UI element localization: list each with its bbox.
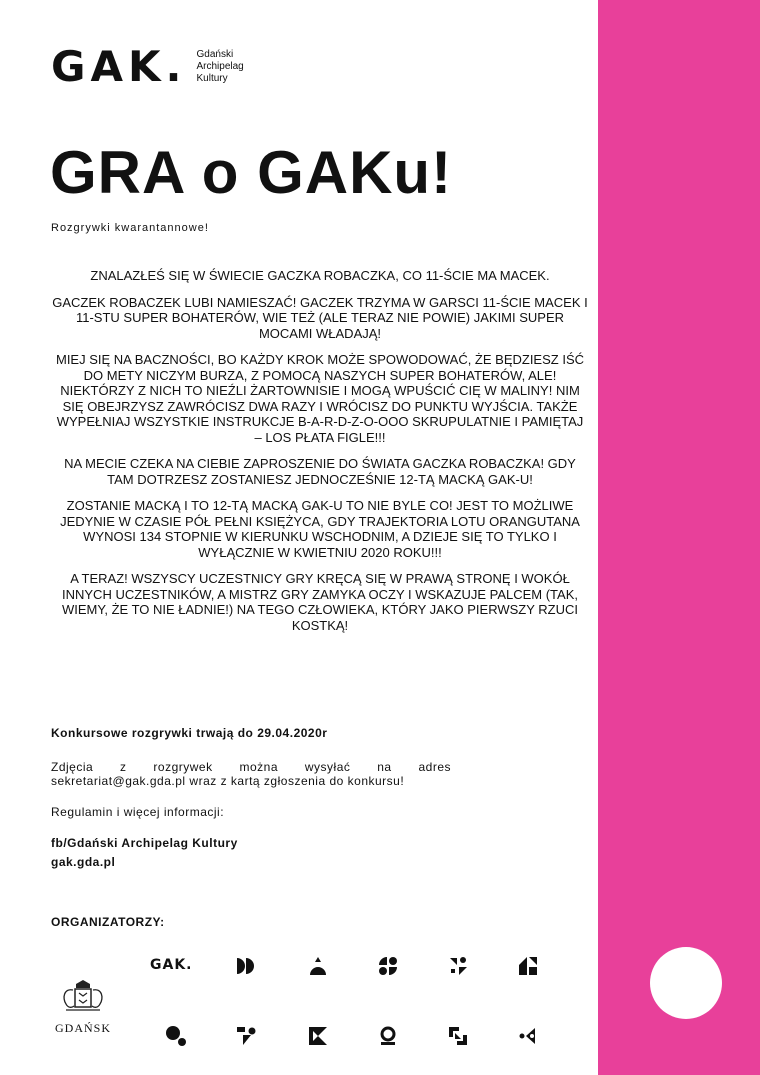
contact-links	[51, 834, 451, 872]
triangle-dome-logo-icon	[307, 955, 329, 977]
ring-logo-icon	[377, 1025, 399, 1047]
half-circles-logo-icon	[235, 955, 257, 977]
story-text	[52, 268, 588, 644]
frame-logo-icon	[447, 1025, 469, 1047]
story-paragraph-4: NA MECIE CZEKA NA CIEBIE ZAPROSZENIE DO ŚWIATA GACZKA ROBACZKA! GDY TAM DOTRZESZ ZOSTANIESZ JEDNOCZEŚNIE 12-TĄ MACKĄ GAK-U!	[64, 456, 576, 487]
gak-logo	[51, 42, 244, 91]
gak-organizer-logo: GAK.	[150, 957, 193, 973]
story-paragraph-1: ZNALAZŁEŚ SIĘ W ŚWIECIE GACZKA ROBACZKA, CO 11-ŚCIE MA MACEK.	[90, 268, 550, 283]
logo-text-line-2: Archipelag	[196, 61, 244, 72]
logo-text-line-3: Kultury	[196, 73, 228, 84]
gdansk-crest-icon	[58, 978, 108, 1014]
pinwheel-logo-icon	[235, 1025, 257, 1047]
rules-info-label: Regulamin i więcej informacji:	[51, 805, 225, 819]
logo-text-line-1: Gdański	[196, 49, 234, 60]
story-paragraph-5: ZOSTANIE MACKĄ I TO 12-TĄ MACKĄ GAK-U TO NIE BYLE CO! JEST TO MOŻLIWE JEDYNIE W CZASIE PÓŁ PEŁNI KSIĘŻYCA, GDY TRAJEKTORIA LOTU ORANGUTANA WYNOSI 134 STOPNIE W KIERUNKU WSCHODNIM, A DZIEJE SIĘ TO TYLKO I WYŁĄCZNIE W KWIETNIU 2020 ROKU!!!	[60, 498, 580, 560]
quarter-circles-logo-icon	[377, 955, 399, 977]
gak-logo-mark: GAK.	[51, 42, 187, 91]
photo-submission-info: Zdjęcia z rozgrywek można wysyłać na adres sekretariat@gak.gda.pl wraz z kartą zgłoszenia do konkursu!	[51, 760, 451, 788]
fragments-logo-icon	[447, 955, 469, 977]
pink-side-band	[598, 0, 760, 1075]
page-subtitle: Rozgrywki kwarantannowe!	[51, 222, 209, 234]
gdansk-city-logo	[55, 978, 111, 1036]
website-link[interactable]: gak.gda.pl	[51, 855, 116, 869]
white-circle-decoration	[650, 947, 722, 1019]
page-title: GRA o GAKu!	[50, 139, 453, 206]
gdansk-label: GDAŃSK	[55, 1021, 112, 1035]
contest-deadline: Konkursowe rozgrywki trwają do 29.04.2020r	[51, 726, 328, 740]
story-paragraph-6: A TERAZ! WSZYSCY UCZESTNICY GRY KRĘCĄ SIĘ W PRAWĄ STRONĘ I WOKÓŁ INNYCH UCZESTNIKÓW, A MISTRZ GRY ZAMYKA OCZY I WSKAZUJE PALCEM (TAK, WIEMY, ŻE TO NIE ŁADNIE!) NA TEGO CZŁOWIEKA, KTÓRY JAKO PIERWSZY RZUCI KOSTKĄ!	[61, 571, 578, 633]
arrow-dot-logo-icon	[517, 1025, 539, 1047]
story-paragraph-2: GACZEK ROBACZEK LUBI NAMIESZAĆ! GACZEK TRZYMA W GARSCI 11-ŚCIE MACEK I 11-STU SUPER BOHATERÓW, WIE TEŻ (ALE TERAZ NIE POWIE) JAKIMI SUPER MOCAMI WŁADAJĄ!	[52, 294, 588, 341]
facebook-link[interactable]: fb/Gdański Archipelag Kultury	[51, 836, 238, 850]
organizers-label: ORGANIZATORZY:	[51, 915, 165, 929]
gak-logo-text	[196, 49, 243, 85]
blob-logo-icon	[165, 1025, 187, 1047]
k-shape-logo-icon	[307, 1025, 329, 1047]
corner-shapes-logo-icon	[517, 955, 539, 977]
story-paragraph-3: MIEJ SIĘ NA BACZNOŚCI, BO KAŻDY KROK MOŻE SPOWODOWAĆ, ŻE BĘDZIESZ IŚĆ DO METY NICZYM BURZA, Z POMOCĄ NASZYCH SUPER BOHATERÓW, ALE! NIEKTÓRZY Z NICH TO NIEŹLI ŻARTOWNISIE I MOGĄ WPUŚCIĆ CIĘ W MALINY! NIM SIĘ OBEJRZYSZ ZAWRÓCISZ DWA RAZY I WRÓCISZ DO PUNKTU WYJŚCIA. TAKŻE WYPEŁNIAJ WSZYSTKIE INSTRUKCJE B-A-R-D-Z-O-OOO SKRUPULATNIE I PAMIĘTAJ – LOS PŁATA FIGLE!!!	[55, 352, 585, 445]
